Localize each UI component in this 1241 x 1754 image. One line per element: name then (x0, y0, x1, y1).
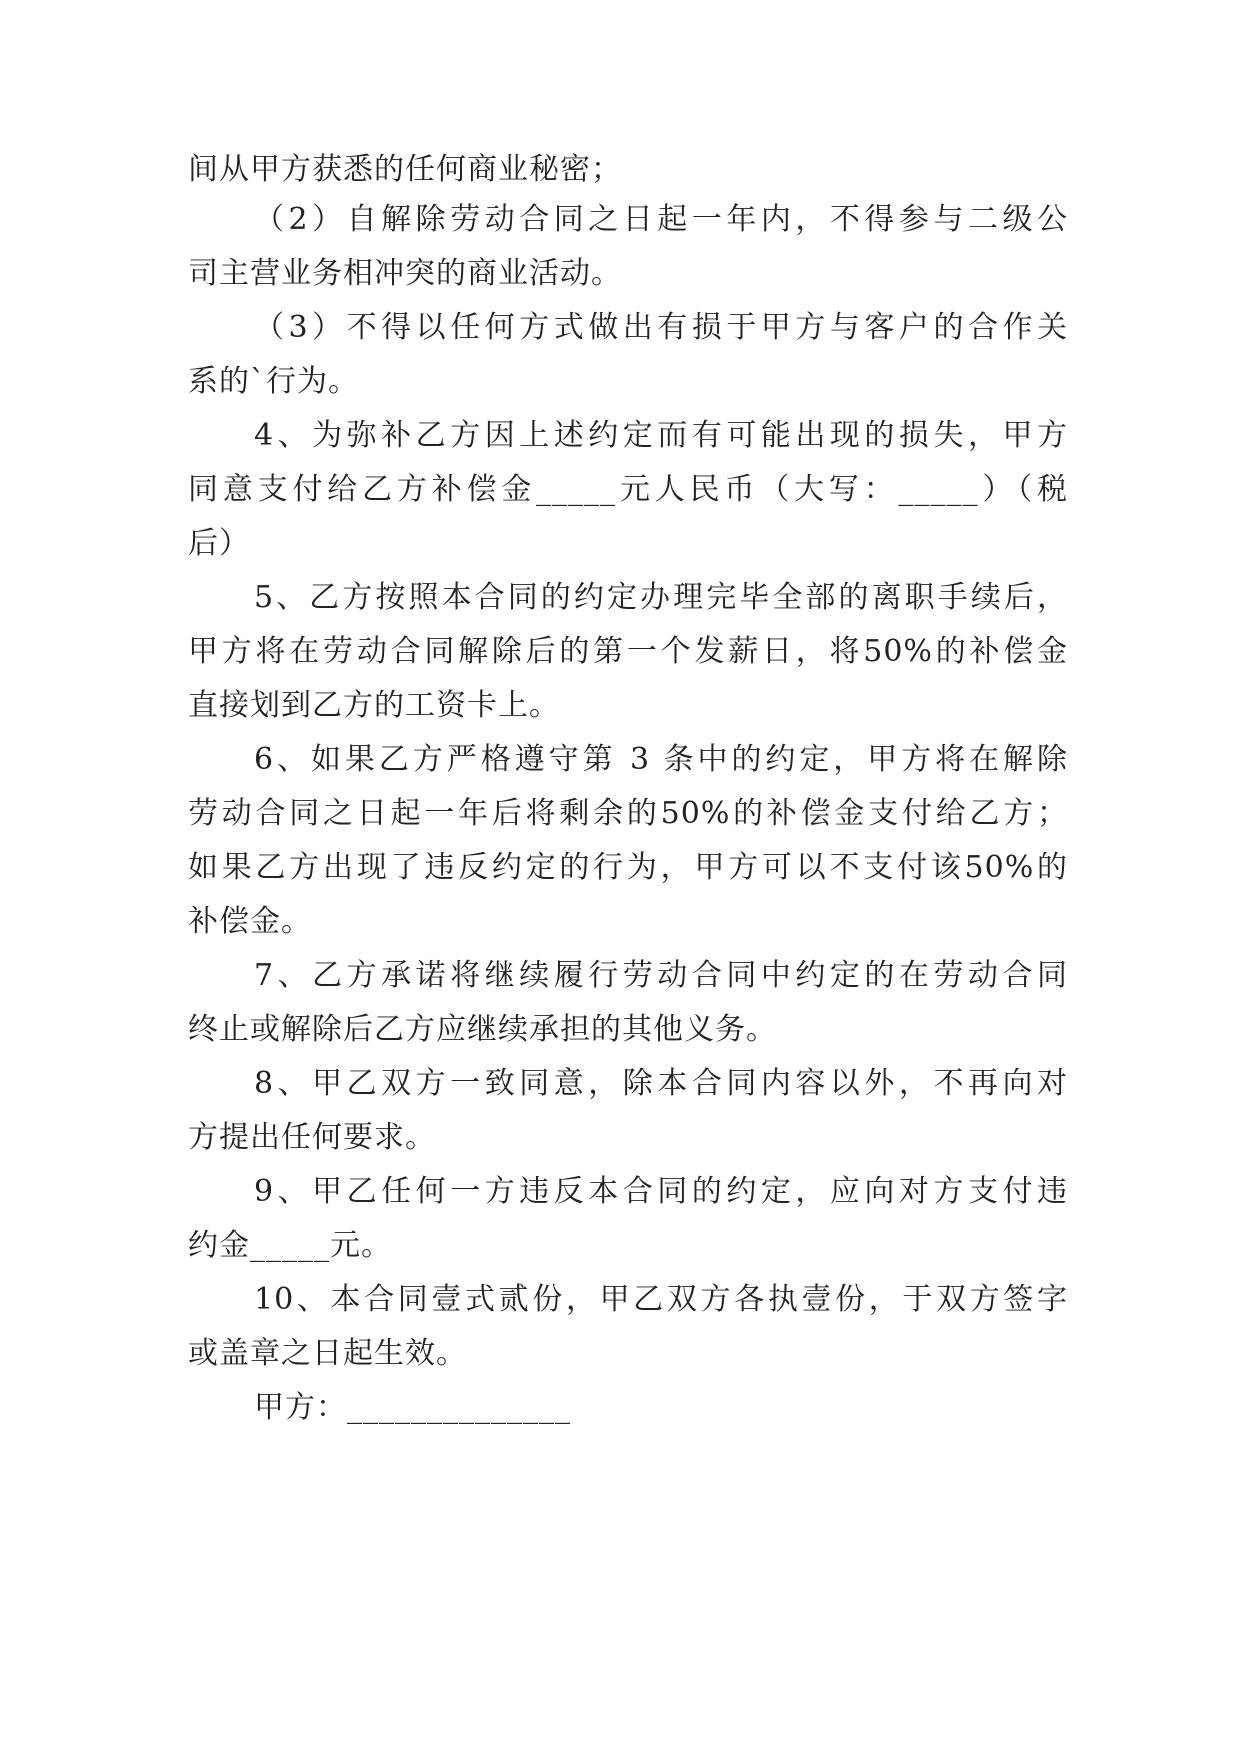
text-line-15: 补偿金。 (188, 904, 312, 939)
text-line-14: 如果乙方出现了违反约定的行为，甲方可以不支付该50%的 (188, 850, 1068, 885)
text-line-7: 同意支付给乙方补偿金_____元人民币（大写：_____）（税 (188, 472, 1068, 507)
text-line-21: 约金_____元。 (188, 1228, 392, 1263)
text-line-12: 6、如果乙方严格遵守第 3 条中的约定，甲方将在解除 (254, 742, 1068, 777)
text-line-22: 10、本合同壹式贰份，甲乙双方各执壹份，于双方签字 (254, 1282, 1068, 1317)
text-line-17: 终止或解除后乙方应继续承担的其他义务。 (188, 1012, 777, 1047)
text-line-20: 9、甲乙任何一方违反本合同的约定，应向对方支付违 (254, 1174, 1068, 1209)
text-line-4: （3）不得以任何方式做出有损于甲方与客户的合作关 (254, 310, 1068, 345)
text-line-23: 或盖章之日起生效。 (188, 1336, 467, 1371)
text-line-8: 后） (188, 526, 250, 561)
text-line-2: （2）自解除劳动合同之日起一年内，不得参与二级公 (254, 202, 1068, 237)
text-line-3: 司主营业务相冲突的商业活动。 (188, 256, 622, 291)
text-line-16: 7、乙方承诺将继续履行劳动合同中约定的在劳动合同 (254, 958, 1068, 993)
text-line-9: 5、乙方按照本合同的约定办理完毕全部的离职手续后， (254, 580, 1068, 615)
text-line-18: 8、甲乙双方一致同意，除本合同内容以外，不再向对 (254, 1066, 1068, 1101)
text-line-13: 劳动合同之日起一年后将剩余的50%的补偿金支付给乙方； (188, 796, 1068, 831)
text-line-6: 4、为弥补乙方因上述约定而有可能出现的损失，甲方 (254, 418, 1068, 453)
text-line-1: 间从甲方获悉的任何商业秘密； (188, 152, 622, 187)
text-line-11: 直接划到乙方的工资卡上。 (188, 688, 560, 723)
party-a-signature-line: 甲方：______________ (254, 1390, 571, 1425)
text-line-10: 甲方将在劳动合同解除后的第一个发薪日，将50%的补偿金 (188, 634, 1068, 669)
text-line-19: 方提出任何要求。 (188, 1120, 436, 1155)
text-line-5: 系的`行为。 (188, 364, 359, 399)
